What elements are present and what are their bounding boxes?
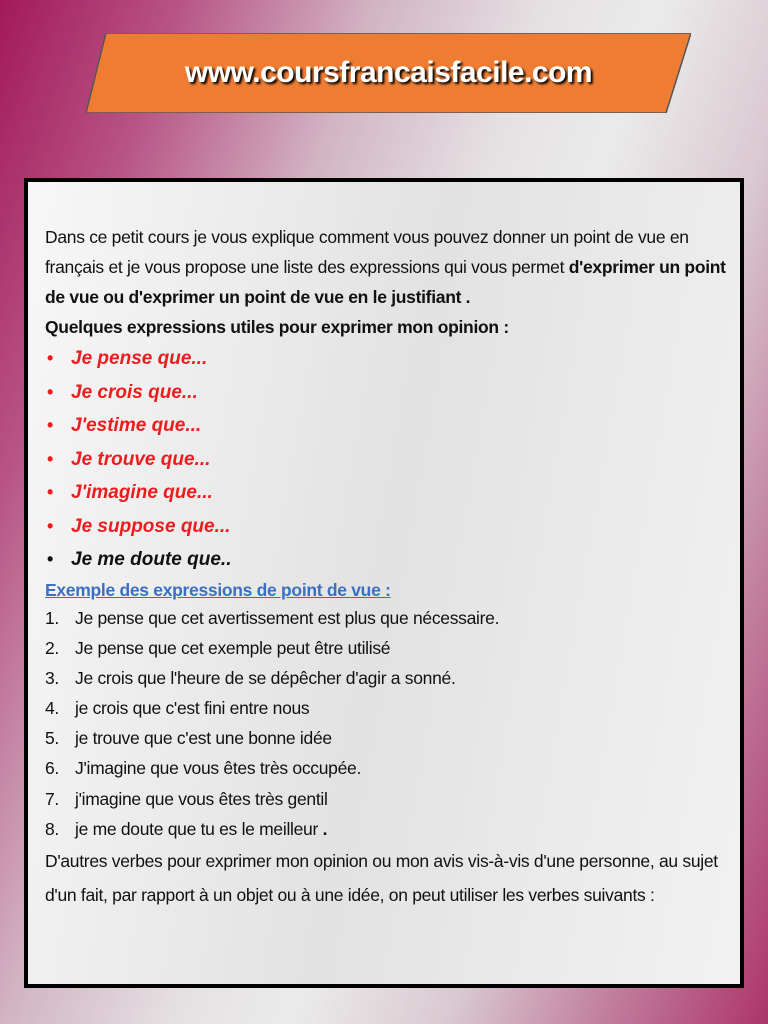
expressions-heading: Quelques expressions utiles pour exprimer mon opinion : [45, 317, 509, 337]
list-item [45, 784, 726, 814]
example-text: Je pense que cet avertissement est plus que nécessaire. [75, 607, 500, 628]
site-title[interactable]: www.coursfrancaisfacile.com [184, 56, 593, 89]
list-item [45, 342, 726, 376]
examples-heading: Exemple des expressions de point de vue : [45, 579, 391, 600]
bullet-icon: • [47, 448, 54, 469]
expression-text: J'imagine que... [71, 482, 213, 503]
lesson-content [24, 178, 744, 988]
example-text: Je pense que cet exemple peut être utilisé [75, 637, 391, 658]
bullet-icon: • [47, 415, 54, 435]
expression-text: J'estime que... [71, 415, 202, 436]
example-text: je me doute que tu es le meilleur [75, 818, 323, 839]
item-number: 2. [45, 637, 59, 658]
example-period: . [322, 818, 328, 839]
item-number: 5. [45, 728, 59, 749]
bullet-icon: • [47, 549, 54, 569]
example-text: J'imagine que vous êtes très occupée. [75, 758, 362, 779]
example-text: je trouve que c'est une bonne idée [75, 728, 332, 749]
bullet-icon: • [47, 515, 54, 536]
item-number: 4. [45, 698, 59, 719]
bullet-icon: • [47, 482, 54, 502]
expression-text: Je me doute que.. [71, 549, 232, 570]
list-item [45, 409, 726, 443]
examples-list [45, 603, 726, 845]
bullet-icon: • [47, 348, 54, 368]
list-item [45, 603, 726, 633]
list-item [45, 663, 726, 693]
expression-text: Je pense que... [71, 348, 208, 369]
example-text: Je crois que l'heure de se dépêcher d'agir a sonné. [75, 667, 456, 688]
item-number: 8. [45, 818, 59, 839]
expression-text: Je trouve que... [71, 448, 211, 470]
list-item [45, 376, 726, 410]
intro-bold-text: d'exprimer un point de vue ou d'exprimer un point de vue en le justifiant . [45, 257, 726, 307]
list-item [45, 723, 726, 753]
site-banner [86, 33, 691, 113]
list-item [45, 633, 726, 663]
list-item [45, 476, 726, 510]
item-number: 1. [45, 607, 59, 628]
list-item [45, 753, 726, 783]
expression-text: Je suppose que... [71, 515, 231, 537]
bullet-icon: • [47, 381, 54, 402]
expression-text: Je crois que... [71, 381, 198, 403]
item-number: 7. [45, 788, 59, 809]
list-item [45, 510, 726, 544]
list-item [45, 814, 726, 844]
intro-text: Dans ce petit cours je vous explique comment vous pouvez donner un point de vue en français et je vous propose une liste des expressions qui vous permet [45, 227, 689, 277]
expressions-list [45, 342, 726, 577]
example-text: j'imagine que vous êtes très gentil [75, 788, 328, 809]
example-text: je crois que c'est fini entre nous [75, 698, 310, 719]
list-item [45, 443, 726, 477]
item-number: 3. [45, 667, 59, 688]
list-item [45, 693, 726, 723]
outro-paragraph: D'autres verbes pour exprimer mon opinion ou mon avis vis-à-vis d'une personne, au sujet d'un fait, par rapport à un objet ou à une idée, on peut utiliser les verbes suivants : [45, 851, 718, 905]
item-number: 6. [45, 758, 59, 779]
list-item [45, 543, 726, 577]
intro-paragraph [45, 222, 726, 312]
